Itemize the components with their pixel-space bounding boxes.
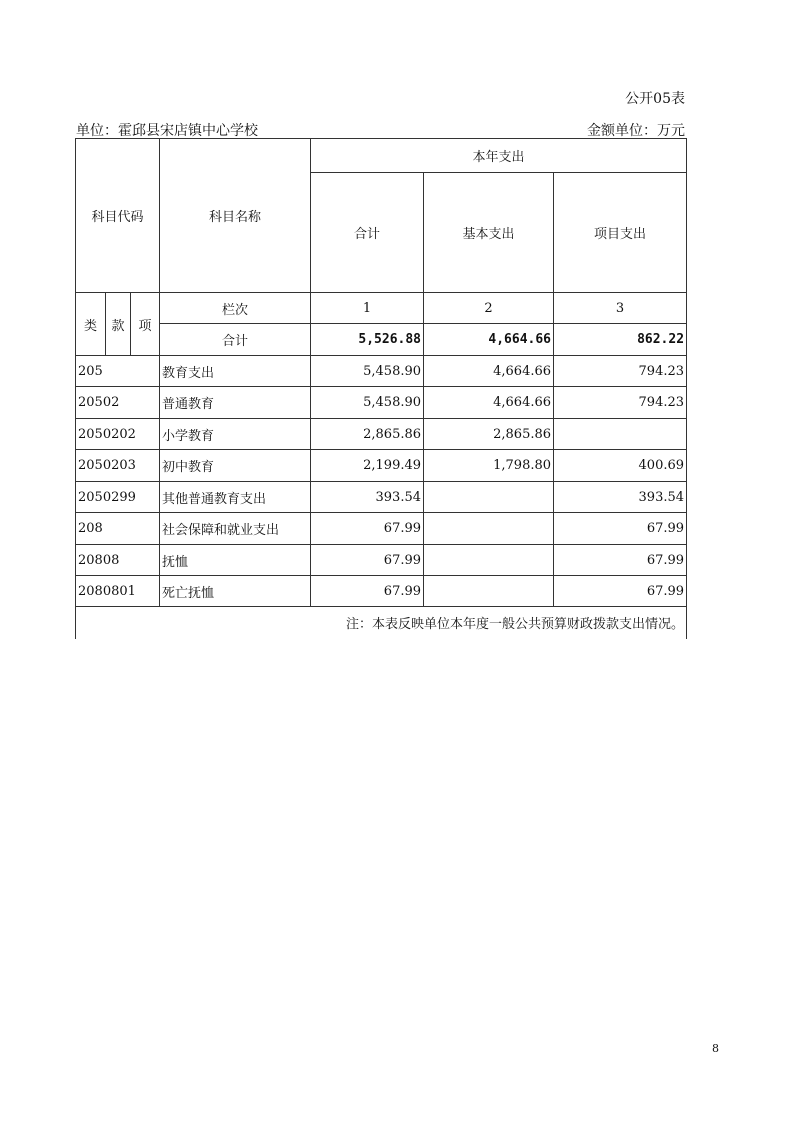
row-project	[554, 419, 687, 450]
row-name: 教育支出	[160, 356, 311, 387]
row-total: 5,458.90	[311, 356, 424, 387]
table-row	[76, 356, 687, 387]
row-basic	[424, 576, 554, 607]
header-xiang: 项	[131, 293, 160, 356]
row-total: 67.99	[311, 513, 424, 545]
row-project: 794.23	[554, 387, 687, 419]
total-project: 862.22	[554, 324, 687, 356]
column-label: 栏次	[160, 293, 311, 324]
header-year-expense: 本年支出	[311, 139, 687, 173]
table-row	[76, 513, 687, 545]
row-project: 67.99	[554, 545, 687, 576]
table-note: 注：本表反映单位本年度一般公共预算财政拨款支出情况。	[160, 607, 687, 639]
row-name: 普通教育	[160, 387, 311, 419]
amount-unit-label: 金额单位：万元	[587, 123, 685, 139]
column-2: 2	[424, 293, 554, 324]
row-code: 2050203	[76, 450, 160, 482]
row-project: 67.99	[554, 576, 687, 607]
total-row	[76, 324, 687, 356]
expenditure-table	[75, 138, 687, 639]
table-row	[76, 482, 687, 513]
row-code: 208	[76, 513, 160, 545]
header-total: 合计	[311, 173, 424, 293]
row-basic	[424, 482, 554, 513]
row-basic: 4,664.66	[424, 356, 554, 387]
row-total: 67.99	[311, 545, 424, 576]
row-basic: 2,865.86	[424, 419, 554, 450]
header-kuan: 款	[106, 293, 131, 356]
row-code: 205	[76, 356, 160, 387]
row-name: 死亡抚恤	[160, 576, 311, 607]
row-basic	[424, 545, 554, 576]
total-basic: 4,664.66	[424, 324, 554, 356]
header-name: 科目名称	[160, 139, 311, 293]
column-1: 1	[311, 293, 424, 324]
page-number: 8	[712, 1042, 719, 1055]
row-code: 20808	[76, 545, 160, 576]
row-total: 393.54	[311, 482, 424, 513]
total-amount: 5,526.88	[311, 324, 424, 356]
table-row	[76, 387, 687, 419]
form-number: 公开05表	[625, 91, 685, 107]
column-3: 3	[554, 293, 687, 324]
row-code: 20502	[76, 387, 160, 419]
row-code: 2050202	[76, 419, 160, 450]
row-total: 5,458.90	[311, 387, 424, 419]
header-basic: 基本支出	[424, 173, 554, 293]
total-label: 合计	[160, 324, 311, 356]
table-row	[76, 419, 687, 450]
note-row	[76, 607, 687, 639]
header-project: 项目支出	[554, 173, 687, 293]
header-lei: 类	[76, 293, 106, 356]
table-row	[76, 576, 687, 607]
header-row-1	[76, 139, 687, 173]
table-row	[76, 450, 687, 482]
header-code: 科目代码	[76, 139, 160, 293]
row-name: 抚恤	[160, 545, 311, 576]
row-total: 2,865.86	[311, 419, 424, 450]
row-project: 400.69	[554, 450, 687, 482]
row-name: 初中教育	[160, 450, 311, 482]
row-project: 393.54	[554, 482, 687, 513]
row-basic	[424, 513, 554, 545]
row-code: 2080801	[76, 576, 160, 607]
row-total: 67.99	[311, 576, 424, 607]
note-spacer	[76, 607, 160, 639]
row-name: 其他普通教育支出	[160, 482, 311, 513]
row-project: 794.23	[554, 356, 687, 387]
row-total: 2,199.49	[311, 450, 424, 482]
row-name: 小学教育	[160, 419, 311, 450]
row-name: 社会保障和就业支出	[160, 513, 311, 545]
row-basic: 1,798.80	[424, 450, 554, 482]
unit-label: 单位：霍邱县宋店镇中心学校	[76, 123, 258, 139]
table-row	[76, 545, 687, 576]
column-number-row	[76, 293, 687, 324]
row-project: 67.99	[554, 513, 687, 545]
row-code: 2050299	[76, 482, 160, 513]
row-basic: 4,664.66	[424, 387, 554, 419]
